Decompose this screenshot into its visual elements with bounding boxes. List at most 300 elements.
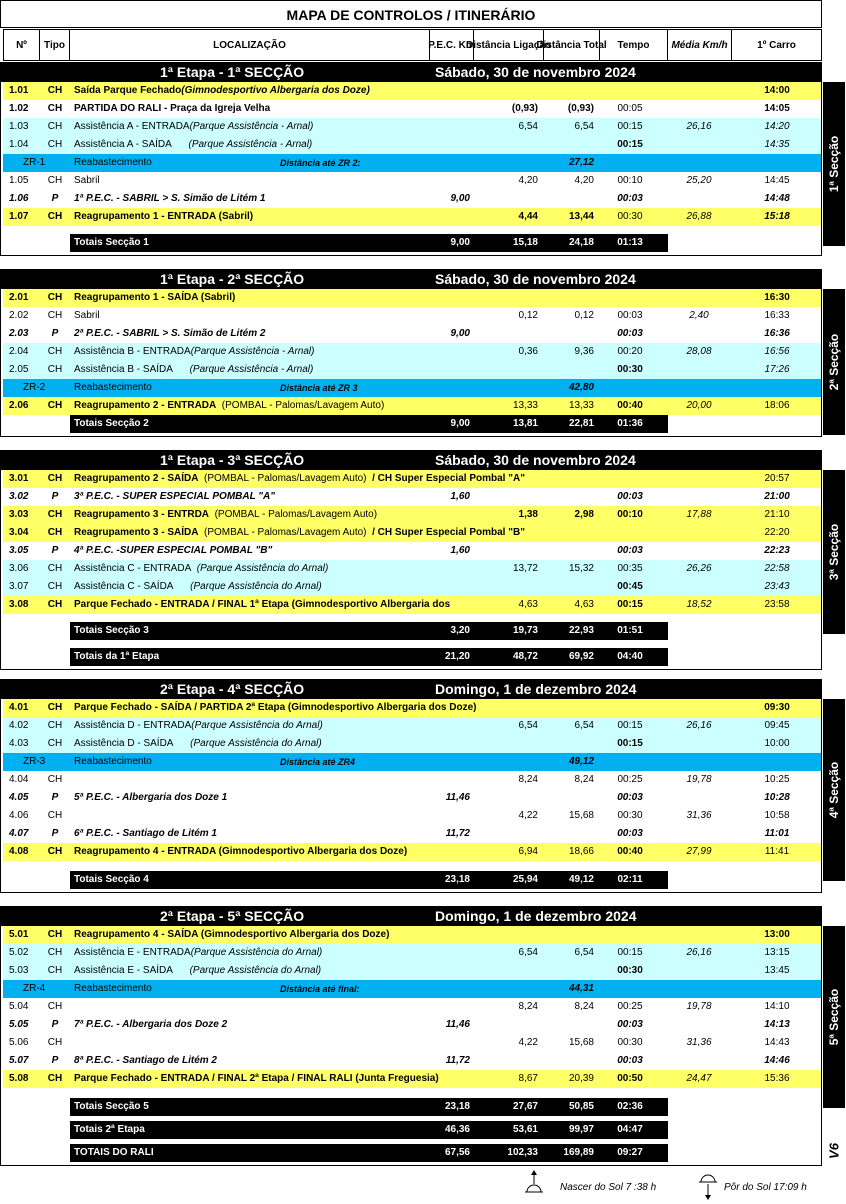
first-car-time: 13:45: [764, 965, 790, 976]
location-text: Assistência B - ENTRADA: [74, 346, 191, 357]
sunrise-time: Nascer do Sol 7 :38 h: [560, 1182, 657, 1193]
control-number: 2.01: [9, 292, 29, 303]
location-detail: (Parque Assistência do Arnal): [191, 563, 329, 574]
control-number: ZR-1: [23, 157, 46, 168]
totals-distance-liaison: 102,33: [507, 1147, 538, 1158]
time-allowed: 00:03: [617, 792, 643, 803]
time-allowed: 00:30: [617, 810, 643, 821]
control-type: CH: [47, 473, 63, 484]
first-car-time: 09:30: [764, 702, 790, 713]
control-number: 3.01: [9, 473, 29, 484]
control-type: CH: [47, 121, 63, 132]
first-car-time: 10:25: [764, 774, 790, 785]
location-text: Reabastecimento: [74, 983, 152, 994]
section-side-label: [823, 699, 845, 881]
location-text: Assistência A - SAÍDA: [74, 139, 172, 150]
pec-km: 11,72: [445, 1055, 470, 1066]
totals-label: Totais 2ª Etapa: [74, 1124, 145, 1135]
control-type: CH: [47, 400, 63, 411]
control-type: CH: [47, 310, 63, 321]
header-no: Nº: [3, 29, 40, 61]
control-number: 3.04: [9, 527, 29, 538]
control-number: 2.05: [9, 364, 29, 375]
location-text: Assistência C - SAÍDA: [74, 581, 174, 592]
first-car-time: 14:45: [764, 175, 790, 186]
location-text: Reagrupamento 1 - ENTRADA (Sabril): [74, 211, 254, 222]
location-text: Parque Fechado - ENTRADA / FINAL 2ª Etapa / FINAL RALI (Junta Freguesia): [74, 1073, 439, 1084]
totals-label: Totais Secção 4: [74, 874, 149, 885]
totals-time: 01:13: [617, 237, 643, 248]
control-number: 4.01: [9, 702, 29, 713]
totals-distance-liaison: 15,18: [512, 237, 538, 248]
section-frame: [0, 62, 822, 256]
section-side-text: 5ª Secção: [827, 988, 841, 1046]
control-type: CH: [47, 846, 63, 857]
time-allowed: 00:03: [617, 1055, 643, 1066]
first-car-time: 22:58: [764, 563, 790, 574]
control-type: CH: [47, 103, 63, 114]
time-allowed: 00:10: [617, 509, 643, 520]
control-type: P: [51, 828, 59, 839]
header-pec: P.E.C. Km: [430, 29, 474, 61]
control-type: P: [51, 193, 59, 204]
location-text: Reagrupamento 2 - ENTRADA: [74, 400, 217, 411]
first-car-time: 23:58: [764, 599, 790, 610]
time-allowed: 00:30: [617, 364, 643, 375]
distance-total: 15,68: [568, 1037, 594, 1048]
control-number: 5.03: [9, 965, 29, 976]
control-number: 1.07: [9, 211, 29, 222]
time-allowed: 00:15: [617, 599, 643, 610]
time-allowed: 00:45: [617, 581, 643, 592]
first-car-time: 14:05: [764, 103, 790, 114]
average-speed: 17,88: [686, 509, 712, 520]
sunset-time: Pôr do Sol 17:09 h: [724, 1182, 807, 1193]
section-etapa: 1ª Etapa - 2ª SECÇÃO: [160, 271, 305, 287]
first-car-time: 16:33: [764, 310, 790, 321]
distance-total: 0,12: [574, 310, 594, 321]
totals-pec: 21,20: [444, 651, 470, 662]
control-type: CH: [47, 346, 63, 357]
distance-total: 13,44: [568, 211, 594, 222]
distance-liaison: 8,24: [518, 774, 538, 785]
distance-total: 20,39: [568, 1073, 594, 1084]
totals-distance-liaison: 13,81: [512, 418, 538, 429]
control-number: 4.06: [9, 810, 29, 821]
control-type: P: [51, 545, 59, 556]
totals-label: Totais Secção 3: [74, 625, 149, 636]
totals-distance-total: 24,18: [568, 237, 594, 248]
location-extra: / CH Super Especial Pombal "B": [366, 527, 525, 538]
first-car-time: 21:00: [764, 491, 790, 502]
time-allowed: 00:30: [617, 965, 643, 976]
time-allowed: 00:25: [617, 774, 643, 785]
control-number: 5.04: [9, 1001, 29, 1012]
average-speed: 26,16: [686, 947, 712, 958]
first-car-time: 10:00: [764, 738, 790, 749]
location-detail: (Parque Assistência - Arnal): [172, 364, 314, 375]
control-type: CH: [47, 581, 63, 592]
control-type: CH: [47, 211, 63, 222]
distance-liaison: 4,44: [518, 211, 538, 222]
location-text: Reagrupamento 1 - SAÍDA (Sabril): [74, 292, 236, 303]
location-detail: (Parque Assistência - Arnal): [171, 139, 313, 150]
time-allowed: 00:30: [617, 211, 643, 222]
pec-km: 11,72: [445, 828, 470, 839]
first-car-time: 09:45: [764, 720, 790, 731]
control-type: CH: [47, 292, 63, 303]
control-type: CH: [47, 929, 63, 940]
location-detail: (POMBAL - Palomas/Lavagem Auto): [209, 509, 378, 520]
time-allowed: 00:15: [617, 121, 643, 132]
totals-label: Totais Secção 2: [74, 418, 149, 429]
distance-liaison: 8,67: [518, 1073, 538, 1084]
section-frame: [0, 679, 822, 893]
section-side-label: [823, 82, 845, 246]
location-text: Parque Fechado - SAÍDA / PARTIDA 2ª Etapa (Gimnodesportivo Albergaria dos Doze): [74, 702, 477, 713]
totals-time: 02:36: [617, 1101, 643, 1112]
control-number: 4.05: [9, 792, 29, 803]
section-side-label: [823, 470, 845, 634]
first-car-time: 11:01: [764, 828, 790, 839]
distance-liaison: (0,93): [511, 103, 538, 114]
control-number: 5.08: [9, 1073, 29, 1084]
time-allowed: 00:50: [617, 1073, 643, 1084]
totals-label: Totais Secção 5: [74, 1101, 149, 1112]
control-number: 3.07: [9, 581, 29, 592]
control-type: CH: [47, 563, 63, 574]
first-car-time: 13:00: [764, 929, 790, 940]
refuel-distance-value: 27,12: [568, 157, 594, 168]
average-speed: 26,16: [686, 121, 712, 132]
time-allowed: 00:20: [617, 346, 643, 357]
first-car-time: 20:57: [764, 473, 790, 484]
location-text: Reagrupamento 3 - ENTRDA: [74, 509, 210, 520]
first-car-time: 14:43: [764, 1037, 790, 1048]
distance-liaison: 13,33: [512, 400, 538, 411]
totals-time: 01:51: [617, 625, 643, 636]
location-detail: (POMBAL - Palomas/Lavagem Auto): [216, 400, 385, 411]
distance-total: 15,32: [568, 563, 594, 574]
section-side-label: [823, 289, 845, 435]
control-number: 5.02: [9, 947, 29, 958]
column-header-row: [3, 29, 822, 61]
control-type: CH: [47, 947, 63, 958]
distance-liaison: 13,72: [512, 563, 538, 574]
time-allowed: 00:40: [617, 846, 643, 857]
location-text: Saída Parque Fechado: [74, 85, 182, 96]
control-number: 4.03: [9, 738, 29, 749]
time-allowed: 00:40: [617, 400, 643, 411]
average-speed: 27,99: [686, 846, 712, 857]
first-car-time: 18:06: [764, 400, 790, 411]
totals-pec: 23,18: [444, 1101, 470, 1112]
version-label: V6: [826, 1143, 842, 1159]
control-number: 1.04: [9, 139, 29, 150]
location-text: 5ª P.E.C. - Albergaria dos Doze 1: [74, 792, 228, 803]
control-number: 3.03: [9, 509, 29, 520]
time-allowed: 00:10: [617, 175, 643, 186]
location-text: Parque Fechado - ENTRADA / FINAL 1ª Etapa (Gimnodesportivo Albergaria dos: [74, 599, 451, 610]
totals-distance-liaison: 27,67: [512, 1101, 538, 1112]
control-number: ZR-4: [23, 983, 46, 994]
location-text: 1ª P.E.C. - SABRIL > S. Simão de Litém 1: [74, 193, 266, 204]
first-car-time: 21:10: [764, 509, 790, 520]
average-speed: 2,40: [689, 310, 709, 321]
distance-total: 8,24: [574, 774, 594, 785]
location-detail: (Parque Assistência do Arnal): [172, 965, 322, 976]
time-allowed: 00:15: [617, 738, 643, 749]
time-allowed: 00:03: [617, 1019, 643, 1030]
average-speed: 26,16: [686, 720, 712, 731]
location-text: 7ª P.E.C. - Albergaria dos Doze 2: [74, 1019, 228, 1030]
control-number: 1.05: [9, 175, 29, 186]
first-car-time: 16:56: [764, 346, 790, 357]
refuel-distance-label: Distância até ZR 2:: [280, 158, 361, 168]
time-allowed: 00:35: [617, 563, 643, 574]
control-number: ZR-2: [23, 382, 46, 393]
section-etapa: 2ª Etapa - 5ª SECÇÃO: [160, 908, 305, 924]
pec-km: 1,60: [450, 491, 470, 502]
totals-distance-total: 50,85: [568, 1101, 594, 1112]
location-detail: (POMBAL - Palomas/Lavagem Auto): [198, 527, 367, 538]
location-text: Reagrupamento 4 - SAÍDA (Gimnodesportivo Albergaria dos Doze): [74, 929, 390, 940]
first-car-time: 14:20: [764, 121, 790, 132]
control-type: P: [51, 491, 59, 502]
control-number: 4.08: [9, 846, 29, 857]
control-number: 1.06: [9, 193, 29, 204]
control-type: CH: [47, 509, 63, 520]
control-number: 4.02: [9, 720, 29, 731]
location-text: 2ª P.E.C. - SABRIL > S. Simão de Litém 2: [74, 328, 266, 339]
control-type: P: [51, 328, 59, 339]
time-allowed: 00:03: [617, 193, 643, 204]
location-text: Assistência C - ENTRADA: [74, 563, 192, 574]
control-type: P: [51, 792, 59, 803]
section-frame: [0, 269, 822, 437]
location-text: Reagrupamento 4 - ENTRADA (Gimnodesportivo Albergaria dos Doze): [74, 846, 408, 857]
totals-time: 04:47: [617, 1124, 643, 1135]
distance-liaison: 6,54: [518, 947, 538, 958]
distance-liaison: 8,24: [518, 1001, 538, 1012]
section-etapa: 1ª Etapa - 3ª SECÇÃO: [160, 452, 305, 468]
totals-distance-total: 99,97: [568, 1124, 594, 1135]
control-number: ZR-3: [23, 756, 46, 767]
control-type: CH: [47, 139, 63, 150]
average-speed: 24,47: [686, 1073, 712, 1084]
time-allowed: 00:05: [617, 103, 643, 114]
totals-pec: 46,36: [444, 1124, 470, 1135]
average-speed: 31,36: [686, 810, 712, 821]
location-text: Assistência E - SAÍDA: [74, 965, 173, 976]
first-car-time: 14:35: [764, 139, 790, 150]
control-type: CH: [47, 175, 63, 186]
distance-liaison: 0,36: [518, 346, 538, 357]
totals-distance-total: 49,12: [568, 874, 594, 885]
location-text: Reagrupamento 3 - SAÍDA: [74, 527, 199, 538]
time-allowed: 00:03: [617, 828, 643, 839]
location-detail: (Parque Assistência do Arnal): [191, 720, 323, 731]
header-tipo: Tipo: [40, 29, 70, 61]
location-text: Reabastecimento: [74, 157, 152, 168]
sunrise-icon: [524, 1170, 544, 1200]
totals-distance-total: 22,93: [568, 625, 594, 636]
header-distancia-total: Distância Total: [544, 29, 600, 61]
control-type: CH: [47, 965, 63, 976]
distance-total: 9,36: [574, 346, 594, 357]
time-allowed: 00:25: [617, 1001, 643, 1012]
control-number: 3.05: [9, 545, 29, 556]
section-frame: [0, 906, 822, 1166]
first-car-time: 22:23: [764, 545, 790, 556]
section-frame: [0, 450, 822, 670]
header-primeiro-carro: 1º Carro: [732, 29, 822, 61]
totals-pec: 23,18: [444, 874, 470, 885]
totals-pec: 9,00: [450, 418, 470, 429]
section-side-text: 2ª Secção: [827, 333, 841, 391]
control-type: CH: [47, 1001, 63, 1012]
section-date: Sábado, 30 de novembro 2024: [435, 271, 636, 287]
control-number: 2.04: [9, 346, 29, 357]
control-type: CH: [47, 1073, 63, 1084]
sun-times-footer: [520, 1168, 840, 1204]
first-car-time: 13:15: [764, 947, 790, 958]
location-detail: (Parque Assistência do Arnal): [190, 947, 323, 958]
average-speed: 26,88: [686, 211, 712, 222]
location-text: Assistência A - ENTRADA: [74, 121, 190, 132]
first-car-time: 10:28: [764, 792, 790, 803]
section-side-text: 4ª Secção: [827, 761, 841, 819]
location-extra: / CH Super Especial Pombal "A": [366, 473, 525, 484]
time-allowed: 00:30: [617, 1037, 643, 1048]
totals-pec: 67,56: [444, 1147, 470, 1158]
distance-liaison: 6,94: [518, 846, 538, 857]
sunset-icon: [698, 1170, 718, 1200]
control-type: CH: [47, 527, 63, 538]
location-text: Reagrupamento 2 - SAÍDA: [74, 473, 199, 484]
distance-liaison: 4,63: [518, 599, 538, 610]
distance-total: 8,24: [574, 1001, 594, 1012]
control-number: 1.02: [9, 103, 29, 114]
location-text: Assistência D - ENTRADA: [74, 720, 192, 731]
control-type: CH: [47, 85, 63, 96]
section-side-text: 1ª Secção: [827, 135, 841, 193]
page-title: MAPA DE CONTROLOS / ITINERÁRIO: [0, 0, 822, 28]
first-car-time: 14:46: [764, 1055, 790, 1066]
control-type: CH: [47, 738, 63, 749]
totals-distance-total: 22,81: [568, 418, 594, 429]
first-car-time: 22:20: [764, 527, 790, 538]
average-speed: 25,20: [686, 175, 712, 186]
first-car-time: 16:36: [764, 328, 790, 339]
distance-liaison: 1,38: [518, 509, 538, 520]
control-type: CH: [47, 1037, 63, 1048]
totals-distance-liaison: 48,72: [512, 651, 538, 662]
distance-total: (0,93): [567, 103, 594, 114]
section-date: Domingo, 1 de dezembro 2024: [435, 908, 637, 924]
header-tempo: Tempo: [600, 29, 668, 61]
average-speed: 20,00: [686, 400, 712, 411]
control-number: 5.05: [9, 1019, 29, 1030]
location-text: 3ª P.E.C. - SUPER ESPECIAL POMBAL "A": [74, 491, 276, 502]
refuel-distance-value: 44,31: [568, 983, 594, 994]
control-type: P: [51, 1019, 59, 1030]
location-detail: (Parque Assistência - Arnal): [190, 346, 315, 357]
control-type: P: [51, 1055, 59, 1066]
location-text: Reabastecimento: [74, 756, 152, 767]
control-type: CH: [47, 364, 63, 375]
location-text: 6ª P.E.C. - Santiago de Litém 1: [74, 828, 217, 839]
first-car-time: 17:26: [764, 364, 790, 375]
pec-km: 11,46: [445, 792, 470, 803]
control-type: CH: [47, 810, 63, 821]
pec-km: 1,60: [450, 545, 470, 556]
section-date: Sábado, 30 de novembro 2024: [435, 64, 636, 80]
control-number: 1.01: [9, 85, 29, 96]
average-speed: 19,78: [686, 1001, 712, 1012]
totals-label: Totais Secção 1: [74, 237, 149, 248]
control-number: 5.06: [9, 1037, 29, 1048]
totals-time: 02:11: [617, 874, 643, 885]
section-etapa: 1ª Etapa - 1ª SECÇÃO: [160, 64, 305, 80]
control-number: 5.07: [9, 1055, 29, 1066]
control-number: 5.01: [9, 929, 29, 940]
time-allowed: 00:03: [617, 545, 643, 556]
section-date: Domingo, 1 de dezembro 2024: [435, 681, 637, 697]
first-car-time: 14:13: [764, 1019, 790, 1030]
control-number: 3.06: [9, 563, 29, 574]
totals-time: 01:36: [617, 418, 643, 429]
totals-label: TOTAIS DO RALI: [74, 1147, 154, 1158]
location-text: Assistência E - ENTRADA: [74, 947, 191, 958]
refuel-distance-value: 49,12: [568, 756, 594, 767]
location-detail: (Gimnodesportivo Albergaria dos Doze): [181, 85, 370, 96]
control-number: 1.03: [9, 121, 29, 132]
pec-km: 11,46: [445, 1019, 470, 1030]
control-number: 4.07: [9, 828, 29, 839]
average-speed: 19,78: [686, 774, 712, 785]
section-date: Sábado, 30 de novembro 2024: [435, 452, 636, 468]
totals-distance-liaison: 25,94: [512, 874, 538, 885]
refuel-distance-label: Distância até final:: [280, 984, 360, 994]
location-text: 8ª P.E.C. - Santiago de Litém 2: [74, 1055, 217, 1066]
pec-km: 9,00: [450, 193, 470, 204]
location-detail: (Parque Assistência - Arnal): [189, 121, 314, 132]
distance-liaison: 6,54: [518, 720, 538, 731]
first-car-time: 10:58: [764, 810, 790, 821]
average-speed: 31,36: [686, 1037, 712, 1048]
time-allowed: 00:15: [617, 139, 643, 150]
average-speed: 28,08: [686, 346, 712, 357]
location-text: Reabastecimento: [74, 382, 152, 393]
refuel-distance-label: Distância até ZR4: [280, 757, 356, 767]
time-allowed: 00:03: [617, 310, 643, 321]
control-number: 2.03: [9, 328, 29, 339]
totals-distance-liaison: 19,73: [512, 625, 538, 636]
first-car-time: 15:18: [764, 211, 790, 222]
header-distancia-ligacao: Distância Ligação: [474, 29, 544, 61]
section-side-label: [823, 926, 845, 1108]
distance-liaison: 0,12: [518, 310, 538, 321]
refuel-distance-value: 42,80: [568, 382, 594, 393]
time-allowed: 00:15: [617, 947, 643, 958]
first-car-time: 15:36: [764, 1073, 790, 1084]
control-type: CH: [47, 720, 63, 731]
distance-total: 15,68: [568, 810, 594, 821]
location-text: Assistência B - SAÍDA: [74, 364, 173, 375]
first-car-time: 14:10: [764, 1001, 790, 1012]
location-text: PARTIDA DO RALI - Praça da Igreja Velha: [74, 103, 271, 114]
